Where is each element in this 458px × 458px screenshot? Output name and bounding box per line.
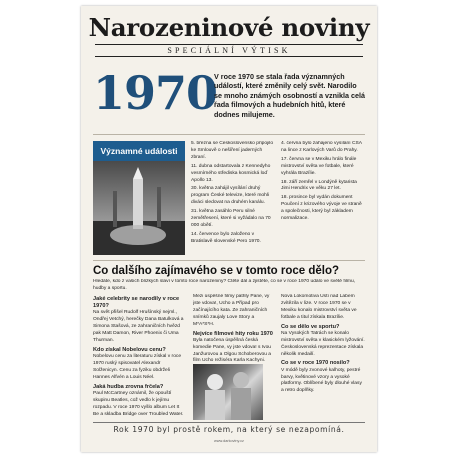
event-item: 18. září zemřel v Londýně kytarista Jimi Hendrix ve věku 27 let. <box>281 179 357 192</box>
section-title: Co dalšího zajímavého se v tomto roce dělo? <box>93 265 340 277</box>
event-item: 17. června se v Mexiku hrálo finále mistrovství světa ve fotbale, které vyhrála Brazílie. <box>281 156 357 176</box>
events-caption: Významné události <box>93 141 185 161</box>
article-heading: Jaká hudba zrovna frčela? <box>93 383 164 390</box>
events-photo <box>93 161 185 255</box>
article-text: Nobelovu cenu za literaturu získal v roce 1970 ruský spisovatel Alexandr Solženicyn. Cenu za fyziku obdrželi Hannes Alfvén a Louis Néel. <box>93 354 182 380</box>
article-text: Na svět přišel Rudolf Hrušínský nejml., Ondřej Vetchý, herečky Dana Batulková a Simona Stašová, ze zahraničních hvězd pak Matt Damon, River Phoenix či Uma Thurman. <box>93 310 184 344</box>
divider-top <box>93 134 365 135</box>
event-item: 18. prosince byl vydán dokument Poučení z krizového vývoje ve straně a společnosti, který byl základem normalizace. <box>281 195 362 222</box>
events-column-1 <box>191 141 275 259</box>
article-heading: Jaké celebrity se narodily v roce 1970? <box>93 296 180 310</box>
event-item: 11. dubna odstartovala z Kennedyho vesmírného střediska kosmická loď Apollo 13. <box>191 163 271 183</box>
articles-column-2 <box>193 294 275 362</box>
footer-quote: Rok 1970 byl prostě rokem, na který se nezapomíná. <box>113 425 345 434</box>
event-item: 14. července bylo založeno v Bratislavě slovenské Pero 1970. <box>191 231 261 244</box>
events-photo-box <box>93 141 185 255</box>
masthead-title: Narozeninové noviny <box>88 13 370 42</box>
people-photo-image <box>193 364 263 420</box>
event-item: 5. března se Československo připojilo ke Smlouvě o nešíření jaderných zbraní. <box>191 141 274 160</box>
article-heading: Nejvíce filmové hity roku 1970 <box>193 330 273 337</box>
article-heading: Co se dělo ve sportu? <box>281 323 340 330</box>
article-text: Paul McCartney oznámil, že opouští skupinu Beatles, což vedlo k jejímu rozpadu. V roce 1970 vyšlo album Let It Be a skladba Bridge over Troubled Water. <box>93 390 184 417</box>
footer-rule <box>93 422 365 423</box>
lead-paragraph: V roce 1970 se stala řada významných událostí, které změnily celý svět. Narodilo se mnoho známých osobností a vznikla celá řada filmových a hudebních hitů, které dodnes milujeme. <box>214 72 365 119</box>
masthead <box>81 14 377 57</box>
divider-middle <box>93 260 365 261</box>
article-text: Byla natočena úspěšná česká komedie Pane, vy jste vdova! s Ivou Janžurovou a Olgou Schoberovou a film Ucho režiséra Karla Kachyni. <box>193 337 272 362</box>
year-heading: 1970 <box>93 66 218 120</box>
celebrities-photo <box>193 364 263 420</box>
rocket-launch-image <box>93 161 185 255</box>
events-column-2 <box>281 141 365 259</box>
event-item: 30. května zahájil vysílání druhý program České televize, které mohli diváci sledovat na druhém kanálu. <box>191 186 270 206</box>
articles-column-1 <box>93 294 185 420</box>
newspaper-page <box>81 6 377 452</box>
event-item: 31. května zasáhlo Peru silné zemětřesení, které si vyžádalo na 70 000 obětí. <box>191 209 271 228</box>
section-intro: Hledáte, kdo z vašich blízkých slaví v tomto roce narozeniny? Čtěte dál a zjistěte, co se v roce 1970 událo ve světě filmu, hudby a sportu. <box>93 279 356 291</box>
article-heading: Co se v roce 1970 nosilo? <box>281 360 350 367</box>
footer-url: www.darkoviny.cz <box>214 439 244 443</box>
event-item: 4. června bylo zahájeno vysílání ČSA na lince z Karlových Varů do Prahy. <box>281 141 362 153</box>
article-heading: Kdo získal Nobelovu cenu? <box>93 346 166 353</box>
masthead-subtitle: SPECIÁLNÍ VÝTISK <box>95 44 363 57</box>
articles-column-3 <box>281 294 365 420</box>
article-text: Nová Lokomotiva Ústí nad Labem zvítězila v lize. V roce 1970 se v Mexiku konalo mistrovství světa ve fotbale a titul získala Brazílie. <box>281 294 357 320</box>
article-text: Mezi úspěšné filmy patřily Pane, vy jste vdova!, Ucho a Případ pro začínajícího kata. Ze zahraničních snímků zaujaly Love Story a M*A*S*H. <box>193 294 270 327</box>
article-text: Na Vysokých Tatrách se konalo mistrovství světa v klasickém lyžování. Československá reprezentace získala několik medailí. <box>281 330 365 357</box>
article-text: V módě byly zvonové kalhoty, pestré barvy, květinové vzory a vysoké platformy. Oblíbené byly dlouhé vlasy a retro doplňky. <box>281 367 362 394</box>
